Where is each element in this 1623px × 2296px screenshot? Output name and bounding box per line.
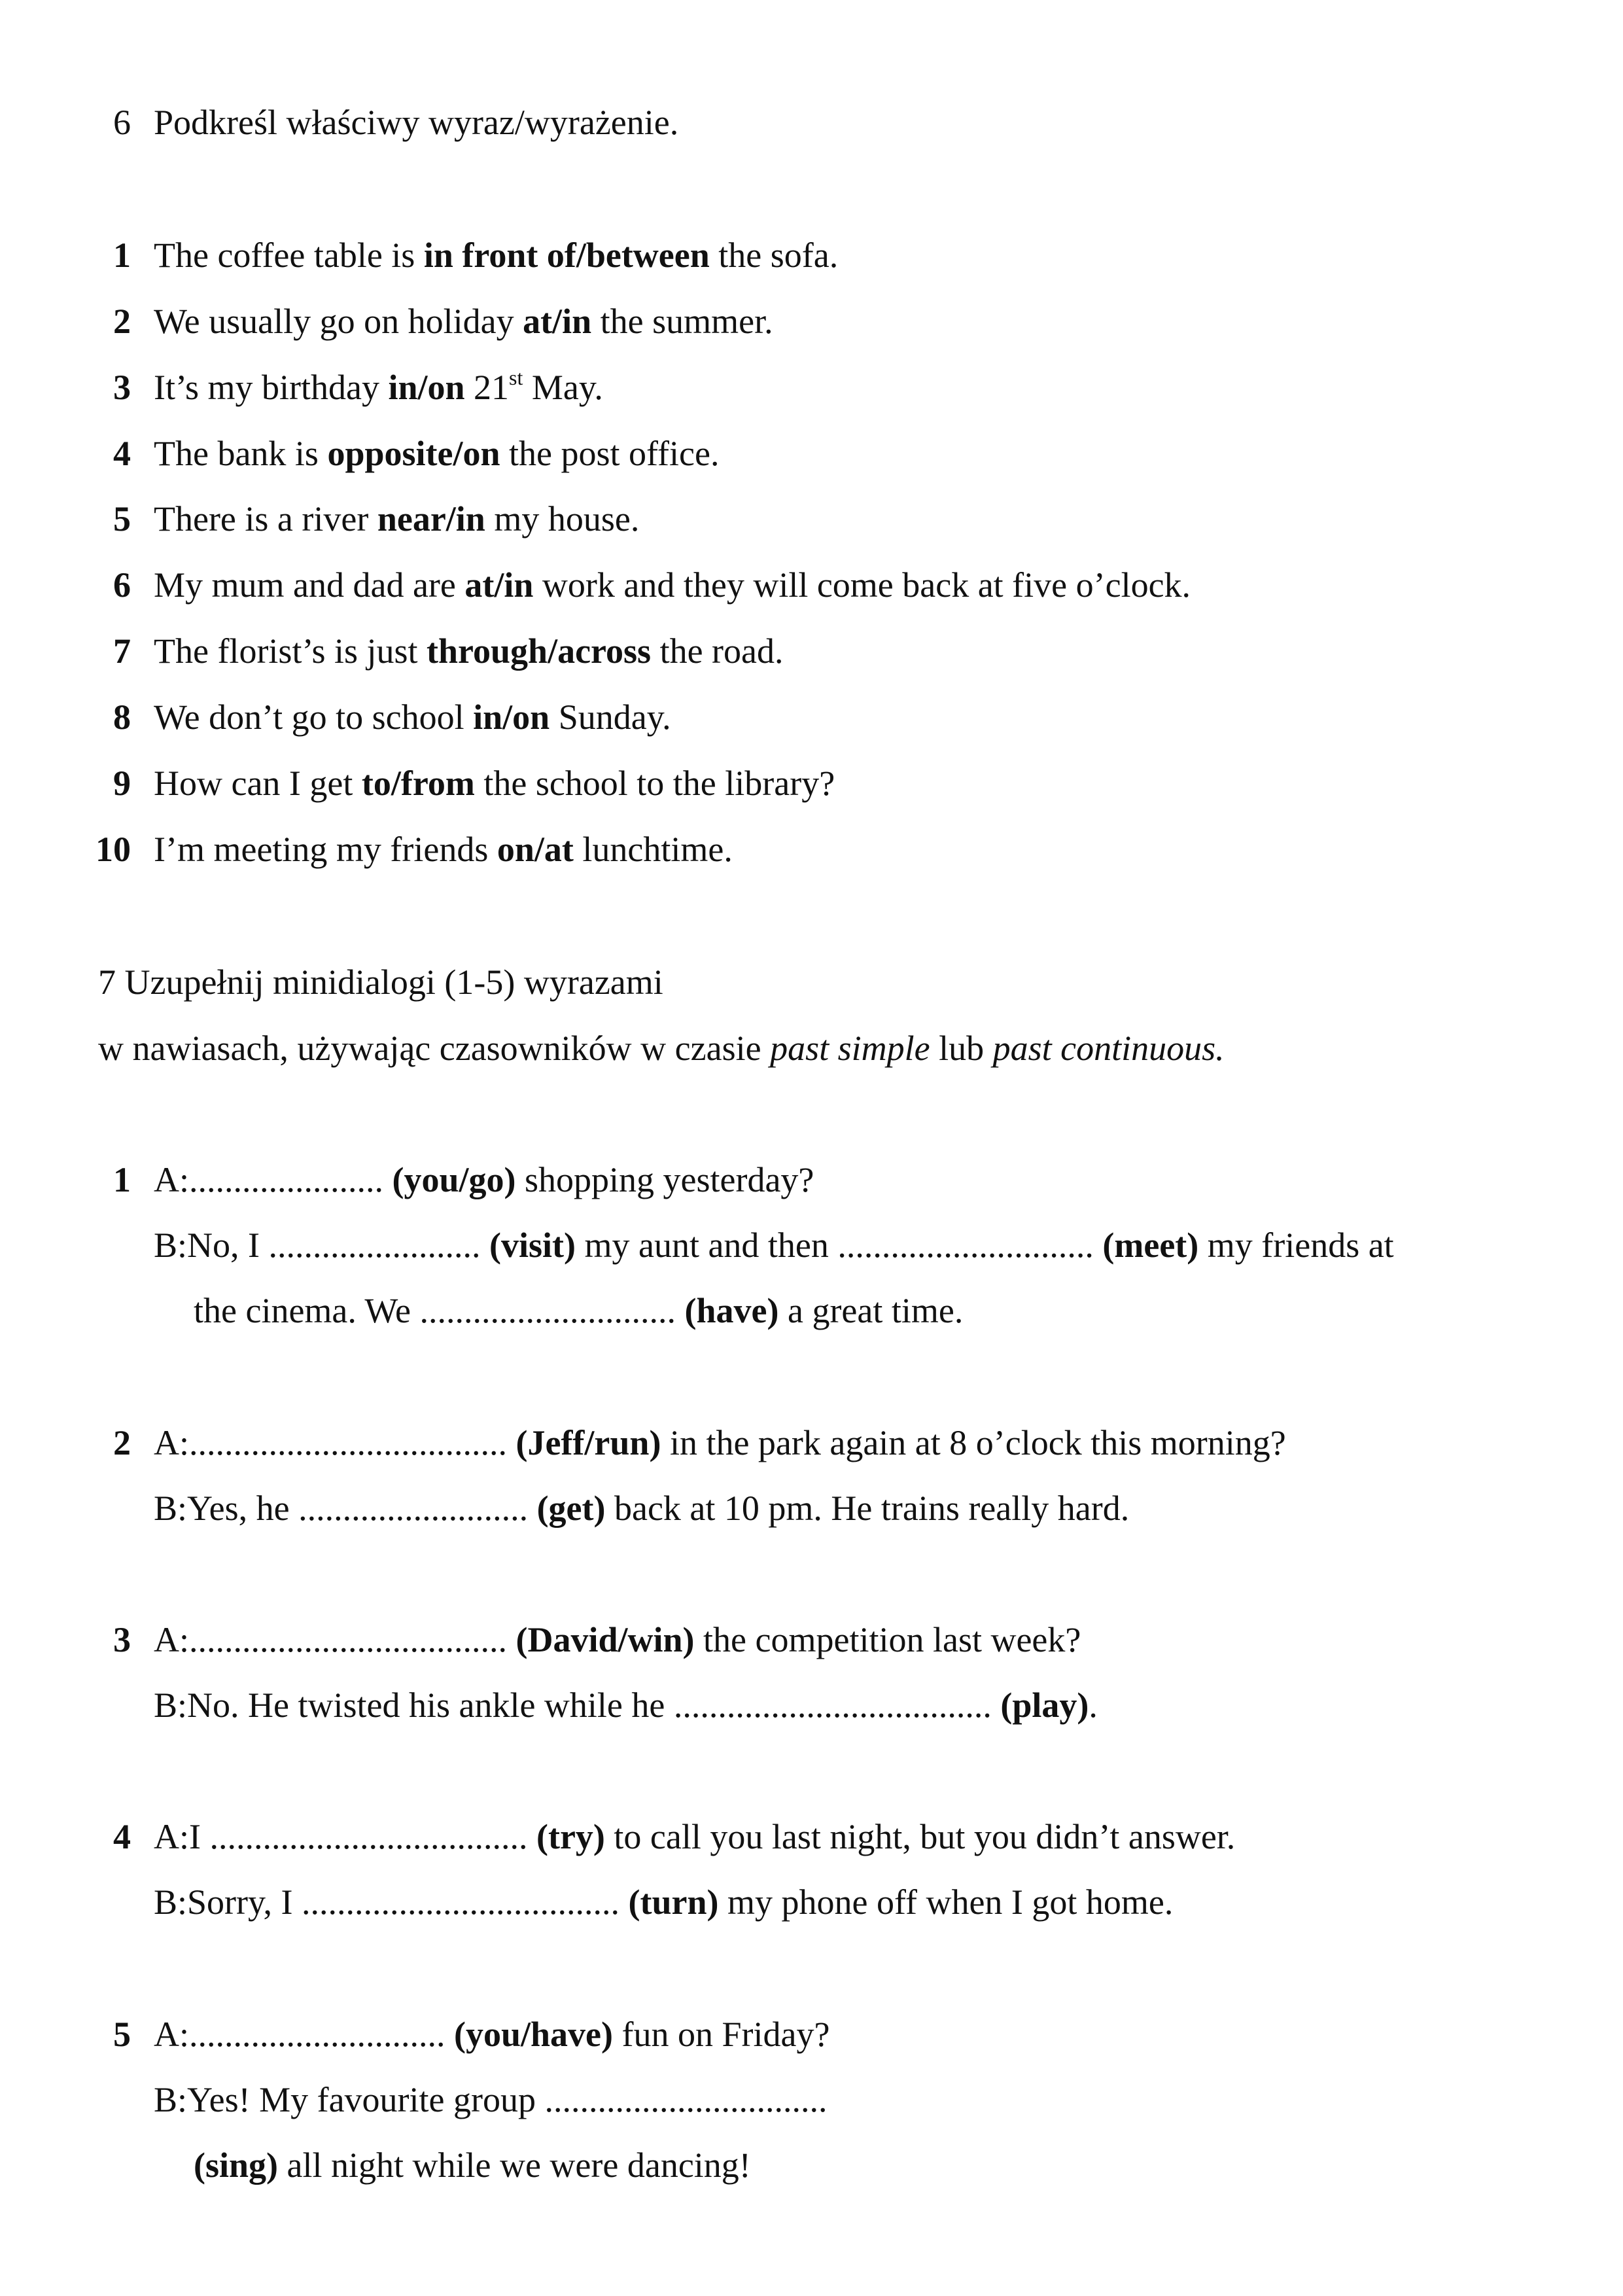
sentence-text: The florist’s is just	[154, 631, 427, 671]
gap-text: A:I ....................................	[154, 1817, 536, 1856]
dialogue-1-a-text	[154, 1162, 814, 1197]
dialogue-3-number: 3	[113, 1620, 131, 1659]
instruction-italic-past-simple: past simple	[770, 1029, 930, 1068]
gap-text: the cinema. We .............................	[194, 1291, 685, 1330]
dialogue-1-b-text	[154, 1227, 1394, 1263]
sentence-text: my phone off when I got home.	[718, 1882, 1174, 1922]
item-sentence	[154, 633, 784, 669]
sentence-text: a great time.	[778, 1291, 964, 1330]
item-number: 8	[113, 698, 131, 737]
gap-text: A:......................	[154, 1160, 393, 1199]
verb-prompt: (have)	[684, 1291, 779, 1330]
sentence-text: shopping yesterday?	[515, 1160, 814, 1199]
sentence-text: fun on Friday?	[613, 2015, 830, 2054]
item-number: 9	[113, 764, 131, 803]
gap-text: B:Sorry, I ....................................	[154, 1882, 629, 1922]
sentence-text: the competition last week?	[694, 1620, 1081, 1659]
gap-text: my aunt and then .............................	[575, 1226, 1103, 1265]
exercise-6-number: 6	[113, 103, 131, 142]
item-number: 5	[113, 499, 131, 539]
sentence-text: 21	[464, 368, 510, 407]
gap-text: B:Yes, he ..........................	[154, 1489, 537, 1528]
sentence-text: There is a river	[154, 499, 377, 539]
verb-prompt: (sing)	[194, 2146, 279, 2185]
dialogue-2-b-text	[154, 1491, 1129, 1526]
sentence-text: in the park again at 8 o’clock this morning?	[661, 1423, 1286, 1462]
sentence-text: all night while we were dancing!	[278, 2146, 751, 2185]
sentence-text: the school to the library?	[474, 764, 835, 803]
dialogue-5-c-text	[194, 2147, 751, 2183]
item-number: 7	[113, 631, 131, 671]
item-sentence	[154, 304, 773, 339]
item-sentence	[154, 238, 838, 273]
verb-prompt: (play)	[1000, 1686, 1089, 1725]
item-number: 1	[113, 236, 131, 275]
dialogue-5-a-text	[154, 2017, 829, 2052]
dialogue-3-a-text	[154, 1622, 1081, 1657]
item-sentence	[154, 567, 1191, 603]
exercise-7-instruction-text: 7 Uzupełnij minidialogi (1-5) wyrazami	[98, 963, 663, 1002]
item-sentence	[154, 501, 639, 537]
answer-options[interactable]: at/in	[523, 302, 592, 341]
dialogue-3-b-text	[154, 1687, 1098, 1723]
answer-options[interactable]: at/in	[464, 565, 534, 605]
sentence-text: back at 10 pm. He trains really hard.	[605, 1489, 1130, 1528]
verb-prompt: (visit)	[489, 1226, 576, 1265]
sentence-text: It’s my birthday	[154, 368, 389, 407]
verb-prompt: (Jeff/run)	[515, 1423, 661, 1462]
verb-prompt: (you/go)	[392, 1160, 516, 1199]
sentence-text: May.	[523, 368, 603, 407]
answer-options[interactable]: in/on	[388, 368, 465, 407]
gap-text: B:No. He twisted his ankle while he ....................................	[154, 1686, 1001, 1725]
verb-prompt: (meet)	[1102, 1226, 1199, 1265]
ordinal-suffix: st	[509, 366, 523, 389]
sentence-text: my friends at	[1198, 1226, 1394, 1265]
sentence-text: How can I get	[154, 764, 362, 803]
sentence-text: the road.	[651, 631, 784, 671]
item-sentence	[154, 766, 835, 801]
answer-options[interactable]: near/in	[377, 499, 485, 539]
answer-options[interactable]: on/at	[497, 830, 574, 869]
item-number: 4	[113, 434, 131, 473]
answer-options[interactable]: in front of/between	[423, 236, 710, 275]
sentence-text: I’m meeting my friends	[154, 830, 497, 869]
verb-prompt: (get)	[536, 1489, 606, 1528]
answer-options[interactable]: opposite/on	[327, 434, 500, 473]
dialogue-2-a-text	[154, 1425, 1286, 1460]
sentence-text: lunchtime.	[573, 830, 733, 869]
verb-prompt: (turn)	[628, 1882, 719, 1922]
sentence-text: the post office.	[500, 434, 720, 473]
answer-options[interactable]: to/from	[361, 764, 475, 803]
sentence-text: my house.	[485, 499, 640, 539]
sentence-text: My mum and dad are	[154, 565, 465, 605]
sentence-text: the sofa.	[709, 236, 839, 275]
gap-text: B:No, I ........................	[154, 1226, 489, 1265]
item-number: 2	[113, 302, 131, 341]
sentence-text: .	[1089, 1686, 1098, 1725]
item-sentence	[154, 832, 733, 867]
sentence-text: to call you last night, but you didn’t answer.	[604, 1817, 1236, 1856]
answer-options[interactable]: through/across	[427, 631, 652, 671]
sentence-text: the summer.	[591, 302, 773, 341]
dialogue-5-number: 5	[113, 2015, 131, 2054]
gap-text: A:.............................	[154, 2015, 454, 2054]
instruction-plain: w nawiasach, używając czasowników w czasie	[98, 1029, 771, 1068]
gap-text: A:....................................	[154, 1423, 516, 1462]
sentence-text: We don’t go to school	[154, 698, 474, 737]
sentence-text: We usually go on holiday	[154, 302, 523, 341]
dialogue-4-a-text	[154, 1819, 1235, 1854]
item-sentence	[154, 436, 719, 471]
dialogue-2-number: 2	[113, 1423, 131, 1462]
exercise-7-instruction-text-2	[98, 1031, 1225, 1066]
answer-options[interactable]: in/on	[473, 698, 550, 737]
instruction-italic-past-continuous: past continuous.	[992, 1029, 1225, 1068]
dialogue-4-number: 4	[113, 1817, 131, 1856]
verb-prompt: (David/win)	[515, 1620, 695, 1659]
dialogue-1-number: 1	[113, 1160, 131, 1199]
exercise-6-instruction: Podkreśl właściwy wyraz/wyrażenie.	[154, 103, 679, 142]
sentence-text: Sunday.	[550, 698, 671, 737]
sentence-text: The coffee table is	[154, 236, 424, 275]
sentence-text: The bank is	[154, 434, 328, 473]
dialogue-4-b-text	[154, 1884, 1173, 1920]
dialogue-5-b-text: B:Yes! My favourite group ................................	[154, 2080, 828, 2119]
item-sentence	[154, 366, 603, 407]
sentence-text: work and they will come back at five o’clock.	[533, 565, 1191, 605]
instruction-plain-mid: lub	[930, 1029, 993, 1068]
item-number: 3	[113, 368, 131, 407]
item-sentence	[154, 699, 671, 735]
item-number: 6	[113, 565, 131, 605]
gap-text: A:....................................	[154, 1620, 516, 1659]
item-number: 10	[96, 830, 131, 869]
dialogue-1-c-text	[194, 1293, 963, 1328]
verb-prompt: (try)	[536, 1817, 605, 1856]
verb-prompt: (you/have)	[454, 2015, 613, 2054]
